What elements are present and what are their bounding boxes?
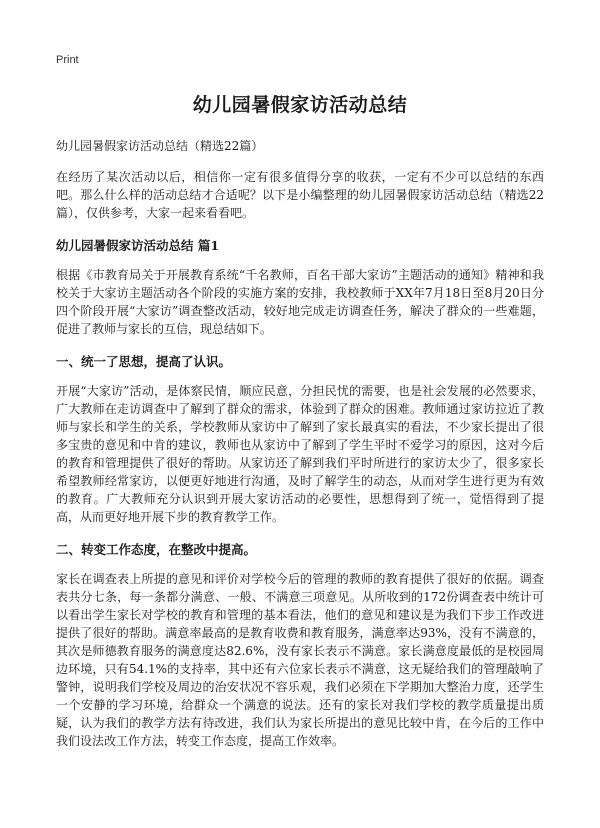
section-2-paragraph: 家长在调查表上所提的意见和评价对学校今后的管理的教师的教育提供了很好的依据。调查表共分七条，每一条都分满意、一般、不满意三项意见。从所收到的172份调查表中统计可以看出学生家长对学校的教育和管理的基本看法，他们的意见和建议是为我们下步工作改进提供了很好的帮助。满意率最高的是教育收费和教育服务，满意率达93%，没有不满意的，其次是师德教育服务的满意度达82.6%，没有家长表示不满意。家长满意度最低的是校园周边环境，只有54.1%的支持率，其中还有六位家长表示不满意，这无疑给我们的管理敲响了警钟，说明我们学校及周边的治安状况不容乐观，我们必须在下学期加大整治力度，还学生一个安静的学习环境，给群众一个满意的说法。还有的家长对我们学校的教学质量提出质疑，认为我们的教学方法有待改进，我们认为家长所提出的意见比较中肯，在今后的工作中我们设法改工作方法，转变工作态度，提高工作效率。 — [56, 572, 544, 748]
print-link[interactable]: Print — [56, 54, 79, 66]
article-paragraph-1: 根据《市教育局关于开展教育系统“千名教师，百名干部大家访”主题活动的通知》精神和我校关于大家访主题活动各个阶段的实施方案的安排，我校教师于XX年7月18日至8月20日分四个阶段开展“大家访”调查整改活动，较好地完成走访调查任务，解决了群众的一些难题，促进了教师与家长的互信，现总结如下。 — [56, 268, 544, 336]
section-1-paragraph: 开展“大家访”活动，是体察民情，顺应民意，分担民忧的需要，也是社会发展的必然要求，广大教师在走访调查中了解到了群众的需求，体验到了群众的困难。教师通过家访拉近了教师与家长和学生的关系，学校教师从家访中了解到了家长最真实的看法，不少家长提出了很多宝贵的意见和中肯的建议，教师也从家访中了解到了学生平时不爱学习的原因，这对今后的教育和管理提供了很好的帮助。从家访还了解到我们平时所进行的家访太少了，很多家长希望教师经常家访，以便更好地进行沟通，及时了解学生的动态，从而对学生进行更为有效的教育。广大教师充分认识到开展大家访活动的必要性，思想得到了统一，觉悟得到了提高，从而更好地开展下步的教育教学工作。 — [56, 384, 544, 524]
intro-paragraph: 在经历了某次活动以后，相信你一定有很多值得分享的收获，一定有不少可以总结的东西吧。那么什么样的活动总结才合适呢？以下是小编整理的幼儿园暑假家访活动总结（精选22篇），仅供参考，大家一起来看看吧。 — [56, 170, 544, 220]
section-1-heading: 一、统一了思想，提高了认识。 — [56, 354, 232, 369]
article-heading: 幼儿园暑假家访活动总结 篇1 — [56, 238, 220, 253]
section-2-heading: 二、转变工作态度，在整改中提高。 — [56, 542, 257, 557]
document-subtitle: 幼儿园暑假家访活动总结（精选22篇） — [56, 139, 264, 153]
document-title: 幼儿园暑假家访活动总结 — [192, 94, 408, 116]
